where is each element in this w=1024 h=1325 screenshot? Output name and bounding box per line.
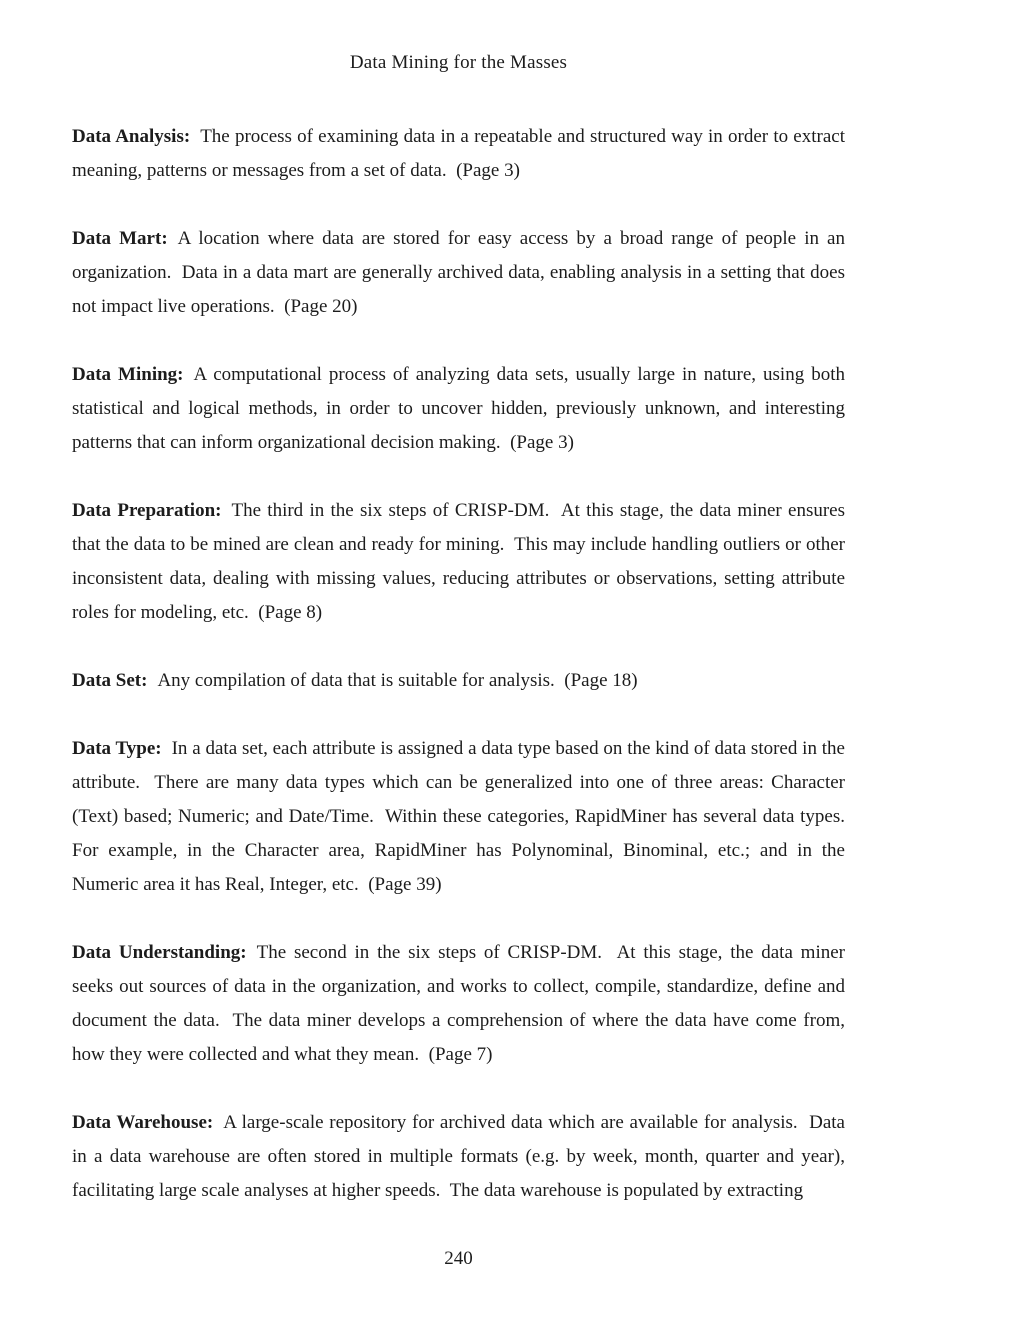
glossary-definition: The third in the six steps of CRISP-DM. At this stage, the data miner ensures that the data to be mined are clean and ready for mining. This may include handling outliers or other inconsistent data, dealing with missing values, reducing attributes or observations, setting attribute roles for modeling, etc. (Page 8) [72, 500, 850, 623]
text-column [72, 46, 855, 1242]
glossary-term: Data Understanding: [72, 942, 247, 963]
glossary-entry-data-warehouse [72, 1106, 850, 1208]
page-number: 240 [444, 1248, 473, 1269]
glossary-term: Data Mining: [72, 364, 184, 385]
running-header: Data Mining for the Masses [349, 52, 568, 73]
glossary-definition: The process of examining data in a repeatable and structured way in order to extract meaning, patterns or messages from a set of data. (Page 3) [72, 126, 850, 181]
glossary-entry-data-understanding [72, 936, 850, 1072]
glossary-term: Data Preparation: [72, 500, 222, 521]
glossary-term: Data Mart: [72, 228, 168, 249]
glossary-definition: A location where data are stored for easy access by a broad range of people in an organization. Data in a data mart are generally archived data, enabling analysis in a setting that does not impact live operations. (Page 20) [72, 228, 850, 317]
glossary-entry-data-set [72, 664, 845, 698]
glossary-definition: A large-scale repository for archived data which are available for analysis. Data in a data warehouse are often stored in multiple formats (e.g. by week, month, quarter and year), facilitating large scale analyses at higher speeds. The data warehouse is populated by extracting [72, 1112, 850, 1201]
glossary-definition: Any compilation of data that is suitable for analysis. (Page 18) [157, 670, 638, 691]
glossary-entry-data-type [72, 732, 855, 902]
glossary-term: Data Set: [72, 670, 148, 691]
glossary-term: Data Warehouse: [72, 1112, 214, 1133]
glossary-term: Data Analysis: [72, 126, 191, 147]
glossary-definition: A computational process of analyzing data sets, usually large in nature, using both statistical and logical methods, in order to uncover hidden, previously unknown, and interesting patterns that can inform organizational decision making. (Page 3) [72, 364, 850, 453]
glossary-entry-data-preparation [72, 494, 850, 630]
glossary-entry-data-mining [72, 358, 850, 460]
glossary-definition: The second in the six steps of CRISP-DM. At this stage, the data miner seeks out sources of data in the organization, and works to collect, compile, standardize, define and document the data. The data miner develops a comprehension of where the data have come from, how they were collected and what they mean. (Page 7) [72, 942, 850, 1065]
glossary-entry-data-mart [72, 222, 850, 324]
glossary-term: Data Type: [72, 738, 162, 759]
glossary-definition: In a data set, each attribute is assigned a data type based on the kind of data stored in the attribute. There are many data types which can be generalized into one of three areas: Character (Text) based; Numeric; and Date/Time. Within these categories, RapidMiner has several data types. For example, in the Character area, RapidMiner has Polynominal, Binominal, etc.; and in the Numeric area it has Real, Integer, etc. (Page 39) [72, 738, 855, 895]
glossary-entry-data-analysis [72, 120, 850, 188]
